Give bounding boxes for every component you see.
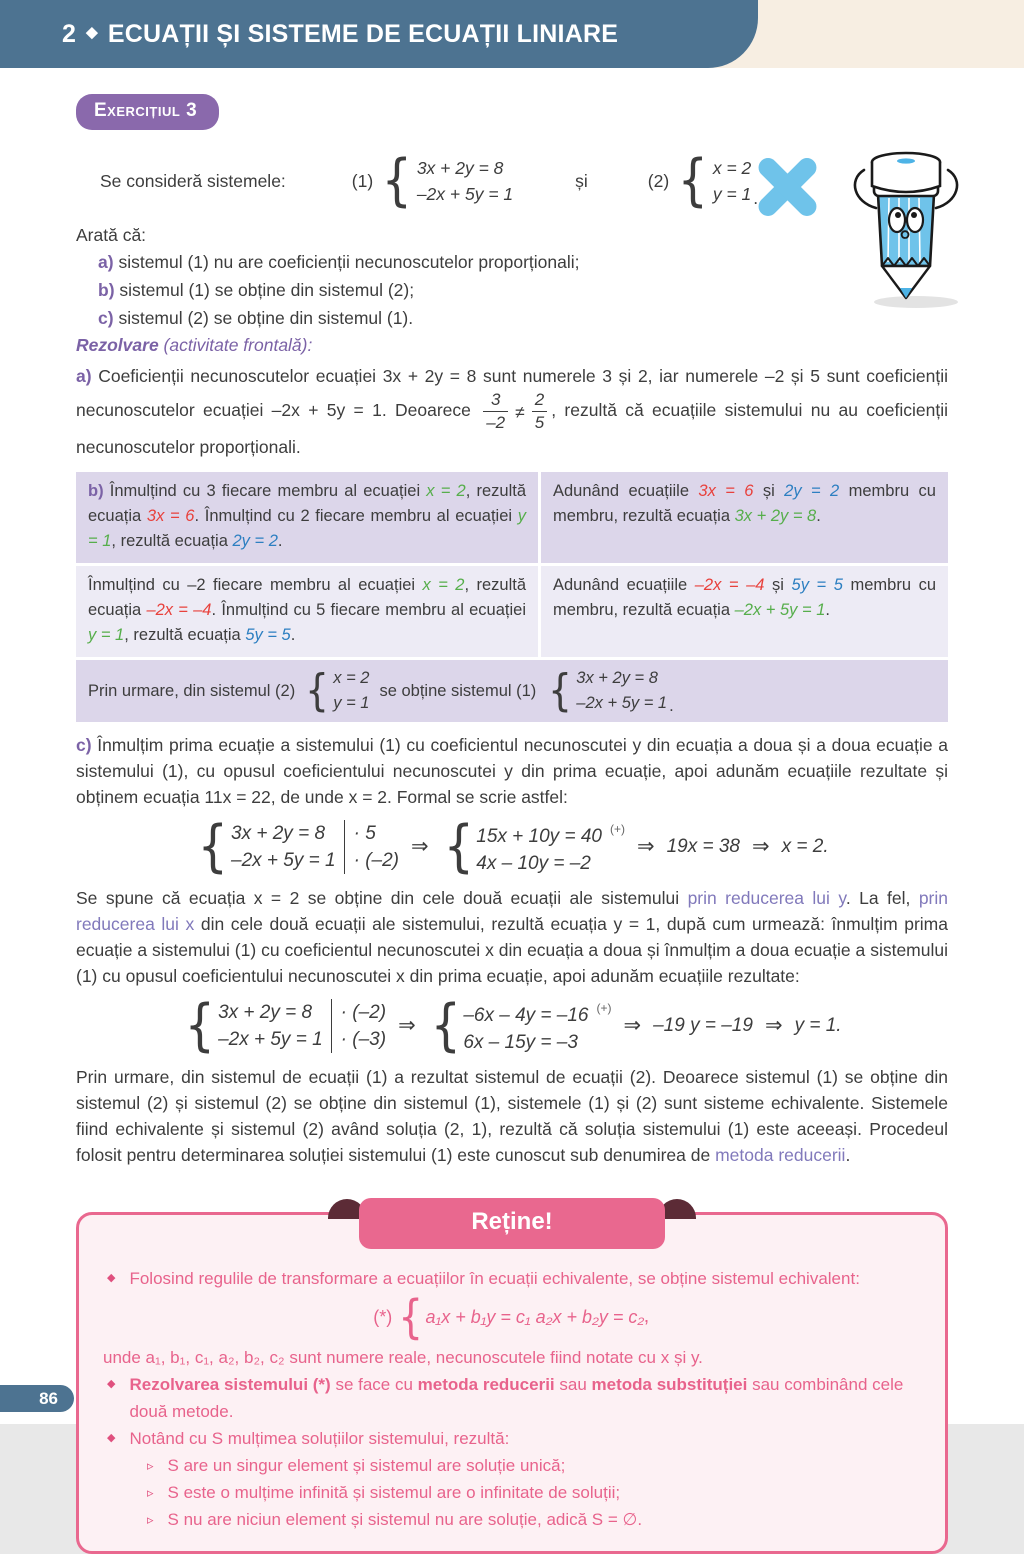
eq-green: x = 2 — [422, 576, 465, 594]
plus-mark: (+) — [609, 822, 625, 836]
diamond-icon: ◆ — [86, 24, 98, 41]
text-seg: Înmulțind cu 3 fiecare membru al ecuației — [103, 482, 427, 500]
chevron-bullet-icon: ▹ — [147, 1512, 154, 1527]
eq1-mult2: · (–2) — [353, 849, 399, 871]
eq1-reduced: 19x = 38 — [666, 835, 740, 857]
star-eq2: a₂x + b₂y = c₂ — [535, 1307, 645, 1327]
text-seg: Prin urmare, din sistemul de ecuații (1) a rezultat sistemul de ecuații (2). Deoarece sistemul (1) se obține din sistemul (2) și sistemul (2) se obține din sistemul (1), sistemele (1) și (2) sunt sisteme echivalente. Sistemele fiind echivalente și sistemul (2) având soluția (2, 1), rezultă că soluția sistemului (1) este aceeași. Procedeul folosit pentru determinarea soluției sistemului (1) este cunoscut sub denumirea de — [76, 1067, 948, 1165]
text-seg: . — [290, 626, 296, 644]
formal-equation-2 — [76, 992, 948, 1058]
rezolvare-word: Rezolvare — [76, 335, 159, 355]
eq1-mult1: · 5 — [353, 822, 376, 844]
system1 — [379, 148, 514, 213]
implies-arrow: ⇒ — [636, 835, 655, 858]
row3-sys1-eq2: –2x + 5y = 1 — [576, 694, 668, 712]
text-seg: . — [845, 1145, 851, 1165]
eq1-result-line1: 15x + 10y = 40 (+) — [476, 822, 625, 847]
not-equal-sign: ≠ — [515, 401, 525, 422]
text-seg: , rezultă ecuația — [88, 482, 527, 525]
chapter-title: ECUAȚII ȘI SISTEME DE ECUAȚII LINIARE — [107, 19, 619, 48]
star-eq1: a₁x + b₁y = c₁ — [425, 1307, 531, 1327]
retine-b3-text: Notând cu S mulțimea soluțiilor sistemului, rezultă: — [129, 1429, 510, 1448]
retine-bullet-2 — [103, 1371, 919, 1425]
table-row-3 — [76, 660, 948, 722]
eq-red: –2x = –4 — [146, 601, 212, 619]
implies-arrow: ⇒ — [764, 1014, 783, 1037]
text-seg: și — [753, 482, 785, 500]
brace-glyph: { — [548, 665, 573, 716]
eq-blue: 5y = 5 — [791, 576, 843, 594]
task-b — [98, 276, 948, 304]
brace-glyph: { — [443, 813, 474, 879]
retine-box — [76, 1208, 948, 1554]
eq-red: –2x = –4 — [694, 576, 765, 594]
brace-glyph: { — [381, 148, 413, 213]
eq-red: 3x = 6 — [146, 507, 195, 525]
fraction-1 — [483, 389, 508, 434]
table-cell-r1-left — [76, 472, 538, 563]
tasks-title: Arată că: — [76, 225, 147, 245]
intro-lead: Se consideră sistemele: — [100, 170, 286, 191]
retine-sub-2 — [147, 1479, 919, 1506]
fraction-2-numerator: 2 — [534, 390, 545, 409]
prime-mark: ’ — [644, 1317, 649, 1339]
task-c — [98, 304, 948, 332]
diamond-bullet-icon: ◆ — [107, 1272, 116, 1284]
text-seg: din cele două ecuații ale sistemului, rezultă ecuația y = 1, după cum urmează: înmulțim prima ecuație a sistemului (1) cu coeficientul necunoscutei x din ecuația a doua și înmulțim a doua ecuație a sistemului (1) cu opusul coeficientului necunoscutei x din prima ecuație, apoi adunăm ecuațiile rezultate: — [76, 914, 948, 986]
purple-phrase: metoda reducerii — [715, 1145, 846, 1165]
eq2-reduced: –19 y = –19 — [653, 1014, 753, 1036]
eq1-line1: 3x + 2y = 8 — [231, 822, 326, 844]
fraction-1-numerator: 3 — [490, 390, 501, 409]
implies-arrow: ⇒ — [623, 1014, 642, 1037]
eq2-result-line2: 6x – 15y = –3 — [463, 1032, 578, 1053]
row3-mid: se obține sistemul (1) — [379, 681, 537, 700]
solution-a-text-1: Coeficienții necunoscutelor ecuației 3x + 2y = 8 sunt numerele 3 și 2, iar numerele –2 și 5 sunt coeficienții necunoscutelor ecuației –2x + 5y = 1. Deoarece — [76, 366, 948, 421]
brace-glyph: { — [398, 1290, 424, 1344]
text-seg: , rezultă ecuația — [88, 576, 526, 619]
retine-bullet-1 — [103, 1265, 919, 1292]
chevron-bullet-icon: ▹ — [147, 1458, 154, 1473]
period: . — [753, 188, 759, 208]
text-seg: și — [764, 576, 792, 594]
eq2-mult2: · (–3) — [340, 1028, 387, 1050]
star-system — [103, 1290, 919, 1344]
chevron-bullet-icon: ▹ — [147, 1485, 154, 1500]
diamond-bullet-icon: ◆ — [107, 1378, 116, 1390]
task-b-marker: b) — [98, 280, 115, 300]
system1-eq1: 3x + 2y = 8 — [416, 158, 504, 178]
text-seg: membru cu membru, rezultă ecuația — [553, 482, 936, 525]
eq2-line1: 3x + 2y = 8 — [218, 1001, 313, 1023]
eq-green: y = 1 — [88, 507, 526, 550]
eq2-line2: –2x + 5y = 1 — [218, 1028, 323, 1050]
eq2-mult1: · (–2) — [340, 1001, 387, 1023]
table-row-1 — [76, 472, 948, 563]
brace-glyph: { — [677, 148, 709, 213]
system1-label: (1) — [351, 170, 374, 191]
retine-sub-1 — [147, 1452, 919, 1479]
conclusion-paragraph — [76, 1064, 948, 1168]
text-seg: Se spune că ecuația x = 2 se obține din cele două ecuații ale sistemului — [76, 888, 688, 908]
text-seg: . — [825, 601, 831, 619]
brace-glyph: { — [305, 665, 330, 716]
retine-sub2-text: S este o mulțime infinită și sistemul are o infinitate de soluții; — [167, 1483, 621, 1502]
system2 — [675, 148, 759, 213]
task-a-marker: a) — [98, 252, 114, 272]
table-cell-r1-right — [541, 472, 948, 563]
eq-green: y = 1 — [88, 626, 125, 644]
marker-b: b) — [88, 482, 104, 500]
eq-blue: 5y = 5 — [245, 626, 291, 644]
eq-blue: 2y = 2 — [784, 482, 840, 500]
task-b-text: sistemul (1) se obține din sistemul (2); — [119, 280, 415, 300]
exercise-badge: Exercițiul 3 — [76, 94, 219, 130]
text-seg: membru cu membru, rezultă ecuația — [553, 576, 936, 619]
page-number-tab: 86 — [0, 1385, 74, 1412]
retine-bullet-3 — [103, 1425, 919, 1452]
solution-a-text-2: , rezultă că ecuațiile sistemului nu au coeficienții necunoscutelor proporționali. — [76, 400, 948, 457]
rezolvare-line — [76, 332, 948, 359]
text-seg: Adunând ecuațiile — [553, 576, 695, 594]
reduction-paragraph — [76, 885, 948, 989]
eq2-result-line1: –6x – 4y = –16 (+) — [463, 1001, 612, 1026]
table-cell-r2-right — [541, 566, 948, 657]
eq1-line2: –2x + 5y = 1 — [231, 849, 336, 871]
retine-b1-text: Folosind regulile de transformare a ecuațiilor în ecuații echivalente, se obține sistemul echivalent: — [129, 1269, 860, 1288]
plus-mark: (+) — [596, 1001, 612, 1015]
implies-arrow: ⇒ — [411, 835, 429, 858]
intro-conjunction: și — [575, 170, 588, 191]
eq-green: –2x + 5y = 1 — [734, 601, 826, 619]
row3-pre: Prin urmare, din sistemul (2) — [88, 681, 296, 700]
retine-sub-3 — [147, 1506, 919, 1533]
system2-eq2: y = 1 — [712, 184, 752, 204]
system2-label: (2) — [647, 170, 670, 191]
chapter-number: 2 — [62, 19, 77, 48]
task-a-text: sistemul (1) nu are coeficienții necunoscutelor proporționali; — [118, 252, 580, 272]
period: . — [669, 697, 674, 715]
implies-arrow: ⇒ — [752, 835, 770, 858]
retine-sub3-text: S nu are niciun element și sistemul nu are soluție, adică S = ∅. — [167, 1510, 643, 1529]
table-cell-r2-left — [76, 566, 538, 657]
system2-eq1: x = 2 — [712, 158, 752, 178]
chapter-header-bar — [0, 0, 758, 68]
solution-c-paragraph — [76, 732, 948, 810]
row3-sys2-eq1: x = 2 — [333, 669, 370, 687]
fraction-1-denominator: –2 — [483, 411, 508, 434]
row3-system2 — [303, 666, 369, 716]
text-seg: , rezultă ecuația — [124, 626, 246, 644]
intro-line — [76, 144, 948, 218]
star-label: (*) — [373, 1306, 393, 1327]
purple-phrase: prin reducerea lui y — [687, 888, 846, 908]
text-seg: Înmulțind cu –2 fiecare membru al ecuației — [88, 576, 423, 594]
text-seg: . — [816, 507, 821, 525]
retine-unde-text: unde a₁, b₁, c₁, a₂, b₂, c₂ sunt numere reale, necunoscutele fiind notate cu x și y. — [103, 1348, 703, 1367]
solution-a-marker: a) — [76, 366, 92, 386]
formal-equation-1 — [76, 813, 948, 879]
rezolvare-note: (activitate frontală): — [158, 335, 313, 355]
solution-a-paragraph — [76, 363, 948, 460]
eq1-result-line2: 4x – 10y = –2 — [476, 853, 591, 874]
brace-glyph: { — [185, 992, 216, 1058]
text-seg: Adunând ecuațiile — [553, 482, 699, 500]
text-seg: , rezultă ecuația — [111, 532, 233, 550]
retine-ribbon: Reține! — [359, 1198, 665, 1249]
fraction-2-denominator: 5 — [532, 411, 547, 434]
task-c-marker: c) — [98, 308, 114, 328]
eq2-solution: y = 1. — [794, 1014, 842, 1036]
implies-arrow: ⇒ — [398, 1014, 416, 1037]
row3-system1 — [546, 666, 673, 716]
eq-blue: 2y = 2 — [232, 532, 278, 550]
brace-glyph: { — [430, 992, 461, 1058]
table-row-2 — [76, 566, 948, 657]
eq-green: x = 2 — [426, 482, 466, 500]
text-seg: . Înmulțind cu 2 fiecare membru al ecuației — [194, 507, 518, 525]
text-seg: . Înmulțind cu 5 fiecare membru al ecuației — [211, 601, 526, 619]
fraction-2 — [532, 389, 547, 434]
task-a — [98, 248, 948, 276]
text-seg: . La fel, — [845, 888, 919, 908]
eq-green: 3x + 2y = 8 — [734, 507, 817, 525]
eq-red: 3x = 6 — [698, 482, 754, 500]
diamond-bullet-icon: ◆ — [107, 1432, 116, 1444]
purple-phrase: prin reducerea lui x — [76, 888, 948, 934]
eq1-solution: x = 2. — [781, 835, 829, 857]
text-seg: . — [277, 532, 283, 550]
solution-b-table — [76, 472, 948, 722]
brace-glyph: { — [198, 813, 229, 879]
solution-c-marker: c) — [76, 735, 92, 755]
retine-b2-text: Rezolvarea sistemului (*) se face cu metoda reducerii sau metoda substituției sau combinând cele două metode. — [129, 1375, 904, 1421]
system1-eq2: –2x + 5y = 1 — [416, 184, 514, 204]
row3-sys1-eq1: 3x + 2y = 8 — [576, 669, 658, 687]
solution-c-text: Înmulțim prima ecuație a sistemului (1) cu coeficientul necunoscutei y din ecuația a doua și a doua ecuație a sistemului (1), cu opusul coeficientului necunoscutei y din prima ecuație, apoi adunăm ecuațiile rezultate și obținem ecuația 11x = 22, de unde x = 2. Formal se scrie astfel: — [76, 735, 948, 807]
retine-sub1-text: S are un singur element și sistemul are soluție unică; — [167, 1456, 566, 1475]
task-c-text: sistemul (2) se obține din sistemul (1). — [118, 308, 414, 328]
row3-sys2-eq2: y = 1 — [333, 694, 370, 712]
page-content — [76, 68, 948, 1554]
